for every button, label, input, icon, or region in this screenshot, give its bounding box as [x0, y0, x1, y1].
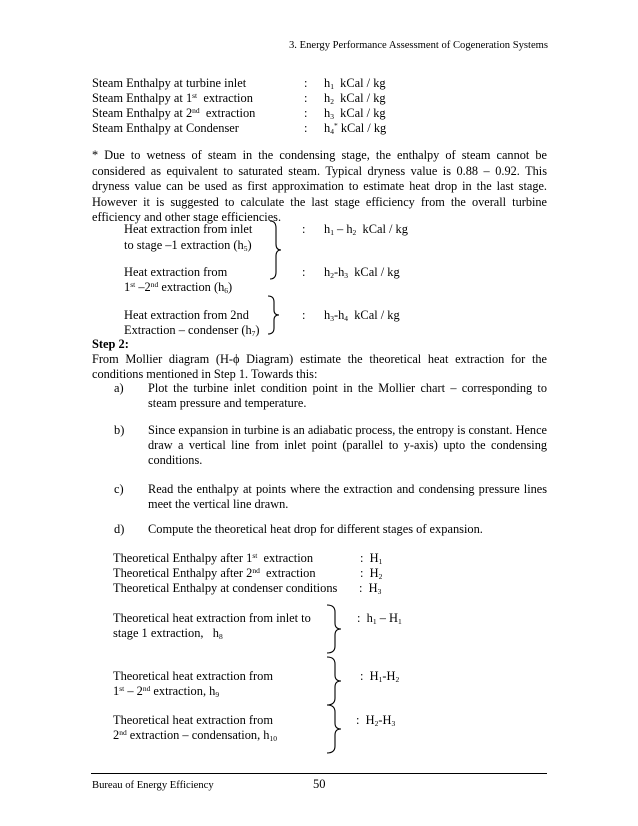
heat-extraction-1-line2: to stage –1 extraction $(h_5)$ [124, 238, 252, 253]
heat-extraction-2-line2: 1st –2nd extraction $(h_6)$ [124, 280, 233, 295]
heat-extraction-1-formula: $h_1 - h_2$ kCal / kg [324, 222, 408, 237]
theoretical-enthalpy-value-2: : $H_2$ [360, 566, 383, 581]
theoretical-heat-1-line1: Theoretical heat extraction from inlet to [113, 611, 311, 625]
right-brace-icon [266, 295, 280, 335]
theoretical-heat-2-formula: : $H_1-H_2$ [360, 669, 400, 684]
theoretical-enthalpy-label-1: Theoretical Enthalpy after 1st extraction [113, 551, 314, 565]
list-item: Plot the turbine inlet condition point in the Mollier chart – corresponding to steam pressure and temperature. [148, 381, 547, 411]
colon: : [304, 121, 308, 135]
theoretical-heat-1-line2: stage 1 extraction, $h_8$ [113, 626, 223, 641]
right-brace-icon [268, 220, 282, 280]
list-item: Read the enthalpy at points where the extraction and condensing pressure lines meet the vertical line drawn. [148, 482, 547, 512]
theoretical-enthalpy-value-3: : $H_3$ [359, 581, 382, 596]
heat-extraction-3-line2: Extraction – condenser $(h_7)$ [124, 323, 260, 338]
right-brace-icon [325, 604, 343, 654]
theoretical-heat-2-line1: Theoretical heat extraction from [113, 669, 273, 683]
colon: : [304, 91, 308, 105]
theoretical-heat-1-formula: : $h_1 - H_1$ [357, 611, 402, 626]
list-item: Compute the theoretical heat drop for different stages of expansion. [148, 522, 483, 536]
colon: : [304, 106, 308, 120]
enthalpy-value-2: $h_2$ kCal / kg [324, 91, 386, 106]
list-marker: c) [114, 482, 124, 496]
colon: : [302, 222, 306, 236]
enthalpy-label-2: Steam Enthalpy at 1st extraction [92, 91, 253, 105]
theoretical-enthalpy-value-1: : $H_1$ [360, 551, 383, 566]
list-marker: b) [114, 423, 125, 437]
running-header: 3. Energy Performance Assessment of Cogeneration Systems [289, 40, 549, 51]
step-2-heading: Step 2: [92, 337, 129, 351]
enthalpy-label-3: Steam Enthalpy at 2nd extraction [92, 106, 256, 120]
theoretical-heat-3-formula: : $H_2-H_3$ [356, 713, 396, 728]
theoretical-heat-3-line1: Theoretical heat extraction from [113, 713, 273, 727]
heat-extraction-2-formula: $h_2-h_3$ kCal / kg [324, 265, 400, 280]
right-brace-icon [325, 704, 343, 754]
theoretical-enthalpy-label-3: Theoretical Enthalpy at condenser conditions [113, 581, 338, 595]
enthalpy-label-1: Steam Enthalpy at turbine inlet [92, 76, 247, 90]
list-marker: a) [114, 381, 124, 395]
wetness-note: * Due to wetness of steam in the condensing stage, the enthalpy of steam cannot be considered as equivalent to saturated steam. Typical dryness value is 0.88 – 0.92. This dryness value can be used as first approximation to estimate heat drop in the last stage. However it is suggested to calculate the last stage efficiency from the overall turbine efficiency and other stage efficiencies. [92, 148, 547, 225]
enthalpy-value-4: $h_4^*$ kCal / kg [324, 121, 387, 136]
theoretical-heat-2-line2: 1st – 2nd extraction, $h_9$ [113, 684, 220, 699]
enthalpy-value-1: $h_1$ kCal / kg [324, 76, 386, 91]
heat-extraction-3-formula: $h_3-h_4$ kCal / kg [324, 308, 400, 323]
list-marker: d) [114, 522, 125, 536]
footer-rule [91, 773, 547, 774]
colon: : [304, 76, 308, 90]
step-2-intro: From Mollier diagram (H-ϕ Diagram) estimate the theoretical heat extraction for the conditions mentioned in Step 1. Towards this: [92, 352, 547, 382]
page-number: 50 [313, 777, 326, 791]
theoretical-heat-3-line2: 2nd extraction – condensation, $h_{10}$ [113, 728, 277, 743]
heat-extraction-1-line1: Heat extraction from inlet [124, 222, 253, 236]
heat-extraction-3-line1: Heat extraction from 2nd [124, 308, 249, 322]
list-item: Since expansion in turbine is an adiabatic process, the entropy is constant. Hence draw a vertical line from inlet point (parallel to y-axis) upto the condensing conditions. [148, 423, 547, 468]
footer-org: Bureau of Energy Efficiency [92, 780, 214, 791]
enthalpy-value-3: $h_3$ kCal / kg [324, 106, 386, 121]
heat-extraction-2-line1: Heat extraction from [124, 265, 228, 279]
colon: : [302, 265, 306, 279]
colon: : [302, 308, 306, 322]
enthalpy-label-4: Steam Enthalpy at Condenser [92, 121, 239, 135]
theoretical-enthalpy-label-2: Theoretical Enthalpy after 2nd extraction [113, 566, 316, 580]
right-brace-icon [325, 656, 343, 706]
